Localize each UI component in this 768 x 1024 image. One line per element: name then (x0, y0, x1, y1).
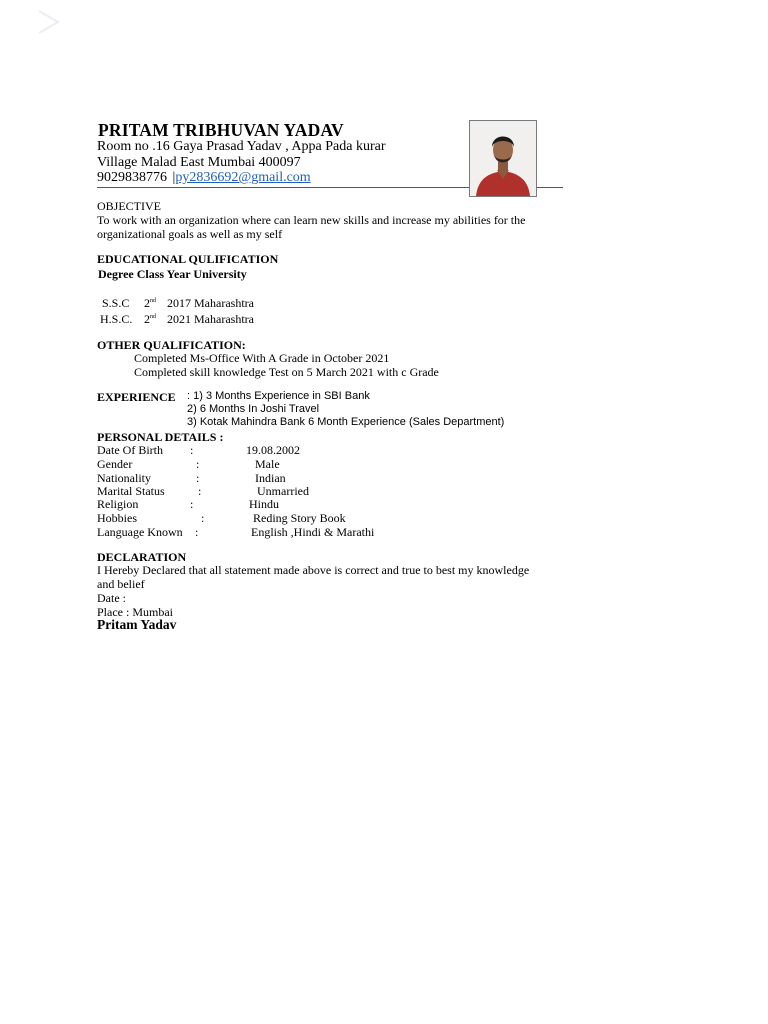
detail-value: Unmarried (257, 484, 309, 498)
detail-colon: : (196, 471, 200, 485)
corner-arrow-mark (36, 8, 62, 36)
experience-item: : 1) 3 Months Experience in SBI Bank (187, 390, 370, 402)
university-cell: Maharashtra (194, 312, 254, 326)
university-cell: Maharashtra (194, 296, 254, 310)
detail-colon: : (198, 484, 202, 498)
education-columns: Degree Class Year University (98, 267, 247, 281)
contact-line (97, 170, 311, 186)
detail-label: Marital Status (97, 484, 165, 498)
detail-value: Male (255, 457, 280, 471)
personal-details-heading: PERSONAL DETAILS : (97, 430, 224, 444)
class-cell: 2nd (144, 296, 156, 310)
detail-colon: : (201, 511, 205, 525)
address-line-2: Village Malad East Mumbai 400097 (97, 155, 301, 170)
degree-cell: S.S.C (102, 296, 130, 310)
detail-label: Date Of Birth (97, 443, 163, 457)
objective-heading: OBJECTIVE (97, 199, 161, 213)
detail-label: Hobbies (97, 511, 137, 525)
detail-colon: : (190, 497, 194, 511)
declaration-date: Date : (97, 591, 126, 605)
detail-label: Nationality (97, 471, 151, 485)
other-qualification-heading: OTHER QUALIFICATION: (97, 338, 246, 352)
profile-photo (469, 120, 537, 197)
address-line-1: Room no .16 Gaya Prasad Yadav , Appa Pada kurar (97, 139, 386, 154)
phone-number: 9029838776 (97, 170, 167, 185)
detail-value: Hindu (249, 497, 279, 511)
detail-value: Reding Story Book (253, 511, 346, 525)
degree-cell: H.S.C. (100, 312, 133, 326)
declaration-place: Place : Mumbai (97, 605, 173, 619)
experience-item: 3) Kotak Mahindra Bank 6 Month Experience (Sales Department) (187, 416, 505, 428)
detail-value: Indian (255, 471, 286, 485)
year-cell: 2021 (167, 312, 191, 326)
detail-label: Language Known (97, 525, 183, 539)
declaration-text: I Hereby Declared that all statement made above is correct and true to best my knowledge and belief (97, 563, 530, 591)
candidate-name: PRITAM TRIBHUVAN YADAV (98, 120, 344, 140)
experience-item: 2) 6 Months In Joshi Travel (187, 403, 320, 415)
declaration-heading: DECLARATION (97, 550, 187, 564)
education-heading: EDUCATIONAL QULIFICATION (97, 252, 279, 266)
contact-separator: | (172, 170, 176, 185)
detail-value: 19.08.2002 (246, 443, 300, 457)
experience-heading: EXPERIENCE (97, 390, 176, 404)
qualification-item: Completed Ms-Office With A Grade in October 2021 (134, 351, 390, 365)
detail-label: Gender (97, 457, 133, 471)
detail-colon: : (195, 525, 199, 539)
detail-colon: : (196, 457, 200, 471)
year-cell: 2017 (167, 296, 191, 310)
objective-text: To work with an organization where can learn new skills and increase my abilities for the organizational goals as well as my self (97, 213, 526, 241)
detail-label: Religion (97, 497, 139, 511)
qualification-item: Completed skill knowledge Test on 5 March 2021 with c Grade (134, 365, 439, 379)
class-cell: 2nd (144, 312, 156, 326)
detail-value: English ,Hindi & Marathi (251, 525, 375, 539)
detail-colon: : (190, 443, 194, 457)
signature-name: Pritam Yadav (97, 617, 177, 632)
email-link[interactable]: py2836692@gmail.com (175, 170, 311, 185)
